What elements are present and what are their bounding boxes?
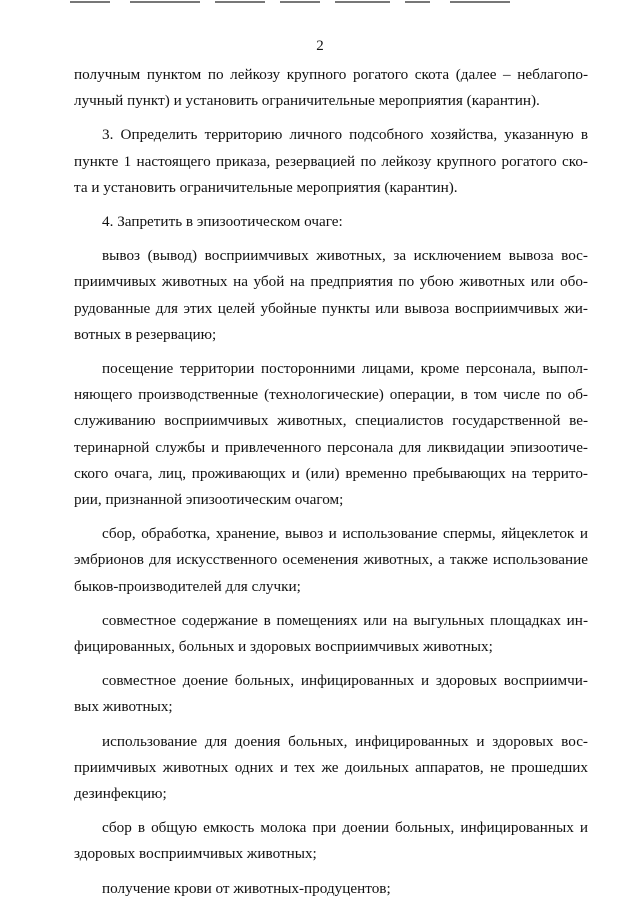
paragraph-item-4-heading: 4. Запретить в эпизоотическом очаге: [102,213,343,231]
document-body [74,62,588,910]
prohibition-sperm-collection: сбор, обработка, хранение, вывоз и использование спермы, яйцеклеток и эмбрионов для искусственного осеменения животных, а также использование быков-производителей для случки; [74,525,588,595]
prohibition-blood-collection: получение крови от животных-продуцентов; [102,879,391,897]
prohibition-visits: посещение территории посторонними лицами, кроме персонала, выпол-няющего производственные (технологические) операции, в том числе по об-служиванию восприимчивых животных, специалистов государственной ве-теринарной службы и привлеченного персонала для ликвидации эпизоотиче-ского очага, лиц, проживающих и (или) временно пребывающих на террито-рии, признанной эпизоотическим очагом; [74,360,588,509]
prohibition-joint-milking: совместное доение больных, инфицированных и здоровых восприимчи-вых животных; [74,672,588,716]
prohibition-animal-removal: вывоз (вывод) восприимчивых животных, за исключением вывоза вос-приимчивых животных на убой на предприятия по убою животных или обо-рудованные для этих целей убойные пункты или вывоза восприимчивых жи-вотных в резервацию; [74,247,588,343]
prohibition-joint-keeping: совместное содержание в помещениях или на выгульных площадках ин-фицированных, больных и здоровых восприимчивых животных; [74,611,588,656]
prohibition-shared-milking-machines: использование для доения больных, инфицированных и здоровых вос-приимчивых животных одних и тех же доильных аппаратов, не прошедших дезинфекцию; [74,732,588,803]
page-number: 2 [316,38,324,54]
paragraph-item-3: 3. Определить территорию личного подсобного хозяйства, указанную в пункте 1 настоящего приказа, резервацией по лейкозу крупного рогатого ско-та и установить ограничительные мероприятия (карантин). [74,126,588,196]
paragraph-continuation: получным пунктом по лейкозу крупного рогатого скота (далее – неблагопо-лучный пункт) и установить ограничительные мероприятия (карантин). [74,66,588,110]
scan-edge-marks [0,0,640,6]
prohibition-milk-pooling: сбор в общую емкость молока при доении больных, инфицированных и здоровых восприимчивых животных; [74,819,588,863]
